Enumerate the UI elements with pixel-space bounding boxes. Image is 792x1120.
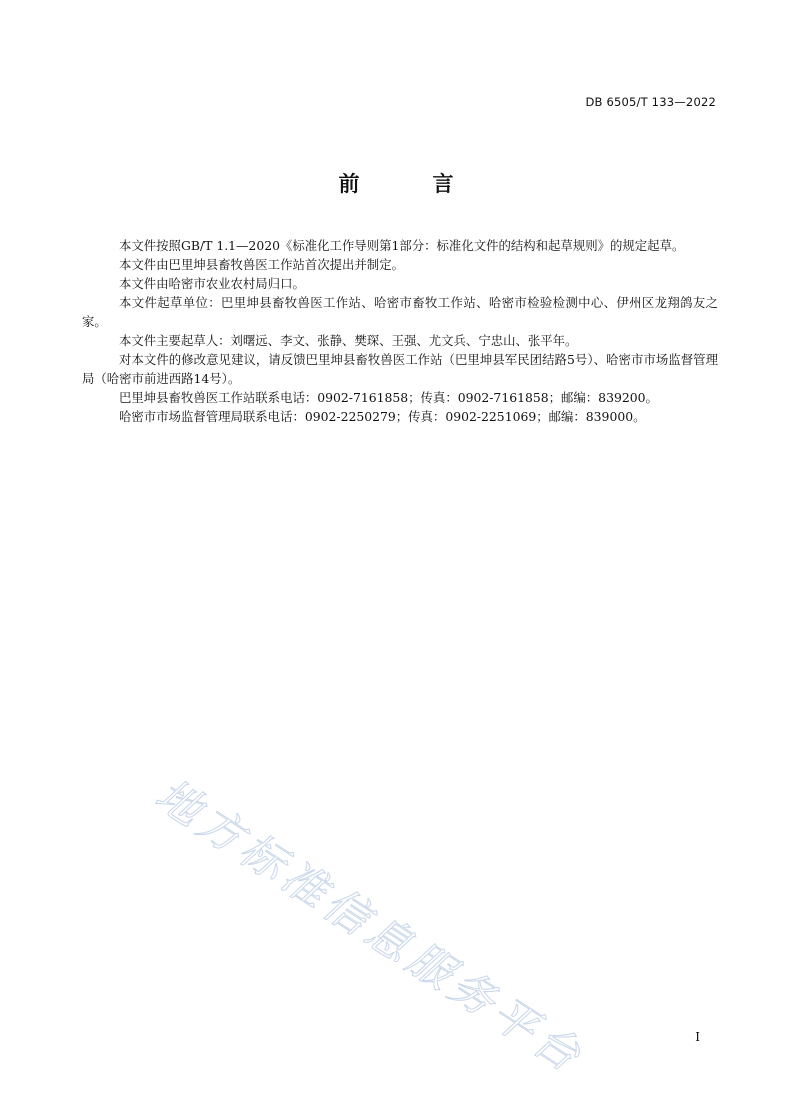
paragraph: 本文件按照GB/T 1.1—2020《标准化工作导则第1部分：标准化文件的结构和起草规则》的规定起草。 — [119, 238, 685, 253]
paragraph: 本文件由哈密市农业农村局归口。 — [119, 276, 305, 291]
paragraph: 本文件由巴里坤县畜牧兽医工作站首次提出并制定。 — [119, 257, 404, 272]
paragraph: 本文件主要起草人：刘曙远、李文、张静、樊琛、王强、尤文兵、宁忠山、张平年。 — [119, 333, 578, 348]
paragraph: 对本文件的修改意见建议，请反馈巴里坤县畜牧兽医工作站（巴里坤县军民团结路5号）、哈密市市场监督管理局（哈密市前进西路14号）。 — [82, 352, 718, 386]
paragraph: 哈密市市场监督管理局联系电话：0902-2250279；传真：0902-2251069；邮编：839000。 — [119, 409, 646, 424]
page-title: 前 言 — [338, 172, 480, 196]
foreword-body — [82, 236, 718, 426]
page-number: I — [695, 1030, 700, 1044]
watermark: 地方标准信息服务平台 — [146, 769, 594, 1085]
paragraph: 本文件起草单位：巴里坤县畜牧兽医工作站、哈密市畜牧工作站、哈密市检验检测中心、伊州区龙翔鸽友之家。 — [82, 295, 718, 329]
paragraph: 巴里坤县畜牧兽医工作站联系电话：0902-7161858；传真：0902-7161858；邮编：839200。 — [119, 390, 658, 405]
document-code: DB 6505/T 133—2022 — [585, 95, 716, 109]
